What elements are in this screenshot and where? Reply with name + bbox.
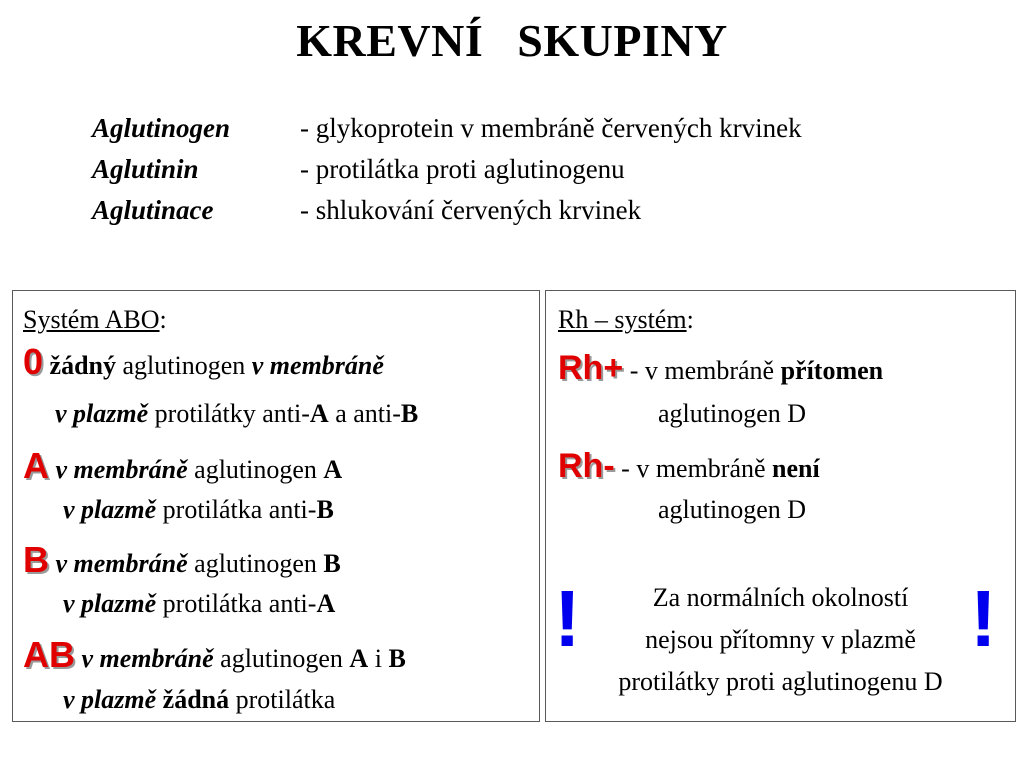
abo-group-0-line2: v plazmě protilátky anti-A a anti-B [55, 399, 419, 428]
abo-group-ab-line1: AB v membráně aglutinogen A i B [23, 634, 406, 675]
definition-row [92, 108, 802, 149]
rh-positive-line1: Rh+ - v membráně přítomen [558, 349, 884, 387]
definition-desc: - protilátka proti aglutinogenu [300, 154, 625, 184]
abo-group-0-line1: 0 žádný aglutinogen v membráně [23, 341, 384, 382]
rh-negative-line2: aglutinogen D [658, 495, 807, 524]
definition-desc: - shlukování červených krvinek [300, 195, 642, 225]
rh-negative-label: Rh- [558, 447, 615, 485]
exclamation-icon: ! [970, 574, 997, 663]
page-title: KREVNÍ SKUPINY [296, 15, 728, 66]
abo-group-a-line2: v plazmě protilátka anti-B [63, 495, 334, 524]
rh-positive-line2: aglutinogen D [658, 399, 807, 428]
definition-term: Aglutinogen [92, 113, 231, 143]
rh-positive-label: Rh+ [558, 349, 624, 387]
group-ab-label: AB [23, 634, 75, 675]
abo-group-a-line1: A v membráně aglutinogen A [23, 445, 343, 486]
definition-term: Aglutinin [92, 154, 199, 184]
definition-row [92, 149, 802, 190]
rh-note-line: Za normálních okolností [652, 583, 909, 612]
definition-term: Aglutinace [92, 195, 214, 225]
abo-group-b-line1: B v membráně aglutinogen B [23, 539, 341, 580]
abo-heading: Systém ABO: [23, 305, 167, 334]
rh-heading: Rh – systém: [558, 305, 694, 334]
exclamation-icon: ! [554, 574, 581, 663]
rh-system-box [545, 290, 1016, 722]
abo-system-box [12, 290, 540, 722]
definitions-list [92, 108, 802, 231]
definition-row [92, 190, 802, 231]
rh-note-line: nejsou přítomny v plazmě [645, 625, 916, 654]
abo-group-ab-line2: v plazmě žádná protilátka [63, 685, 336, 714]
group-a-label: A [23, 445, 49, 486]
definition-desc: - glykoprotein v membráně červených krvinek [300, 113, 802, 143]
rh-negative-line1: Rh- - v membráně není [558, 447, 820, 485]
group-b-label: B [23, 539, 49, 580]
abo-group-b-line2: v plazmě protilátka anti-A [63, 589, 336, 618]
rh-note-line: protilátky proti aglutinogenu D [618, 667, 943, 696]
group-0-label: 0 [23, 341, 44, 382]
